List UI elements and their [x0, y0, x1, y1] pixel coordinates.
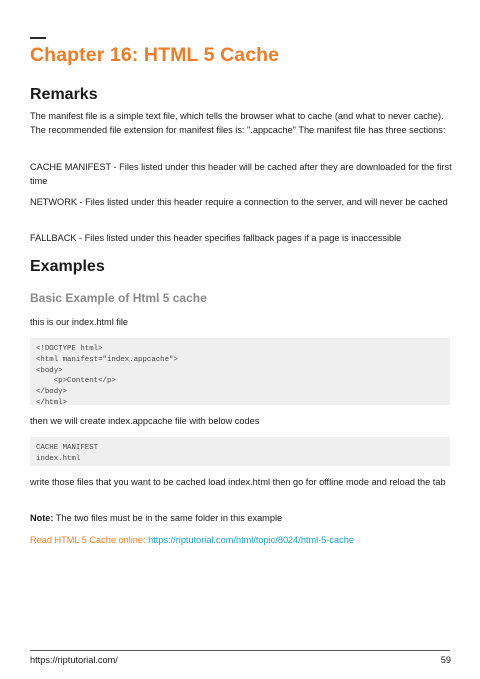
- example-subheading: Basic Example of Html 5 cache: [30, 291, 207, 305]
- code-block-appcache: [30, 437, 450, 466]
- note-text: The two files must be in the same folder in this example: [53, 513, 283, 523]
- remarks-paragraph: NETWORK - Files listed under this header require a connection to the server, and will never be cached: [30, 197, 448, 207]
- code-line: CACHE MANIFEST: [36, 444, 99, 452]
- example-middle-text: then we will create index.appcache file with below codes: [30, 416, 260, 426]
- code-line: index.html: [36, 454, 81, 463]
- note-label: Note:: [30, 513, 54, 523]
- code-line: <body>: [36, 366, 63, 375]
- top-rule: [30, 37, 46, 39]
- remarks-heading: Remarks: [30, 86, 98, 103]
- remarks-paragraph: FALLBACK - Files listed under this header specifies fallback pages if a page is inaccessible: [30, 233, 402, 243]
- read-online-line: [30, 535, 354, 545]
- example-after-text: write those files that you want to be cached load index.html then go for offline mode and reload the tab: [30, 477, 446, 487]
- footer-site-url: https://riptutorial.com/: [30, 655, 118, 665]
- footer-rule: [30, 650, 450, 651]
- code-line: <!DOCTYPE html>: [36, 345, 103, 353]
- page-number: 59: [440, 655, 451, 665]
- remarks-paragraph: The manifest file is a simple text file, which tells the browser what to cache (and what to never cache). The recommended file extension for manifest files is: ".appcache" The manifest file has three sections:: [30, 111, 446, 135]
- code-line: </html>: [36, 398, 68, 407]
- code-block-index-html: [30, 338, 450, 405]
- note-paragraph: [30, 512, 452, 526]
- remarks-paragraph: CACHE MANIFEST - Files listed under this header will be cached after they are downloaded for the first time: [30, 162, 452, 186]
- example-intro-text: this is our index.html file: [30, 317, 129, 327]
- examples-heading: Examples: [30, 258, 105, 275]
- code-line: <html manifest="index.appcache">: [36, 355, 178, 364]
- read-online-link[interactable]: https://riptutorial.com/html/topic/8024/html-5-cache: [148, 535, 354, 545]
- code-line: <p>Content</p>: [36, 377, 116, 386]
- code-line: </body>: [36, 388, 68, 397]
- chapter-title: Chapter 16: HTML 5 Cache: [30, 44, 280, 66]
- read-online-prefix: Read HTML 5 Cache online:: [30, 535, 149, 545]
